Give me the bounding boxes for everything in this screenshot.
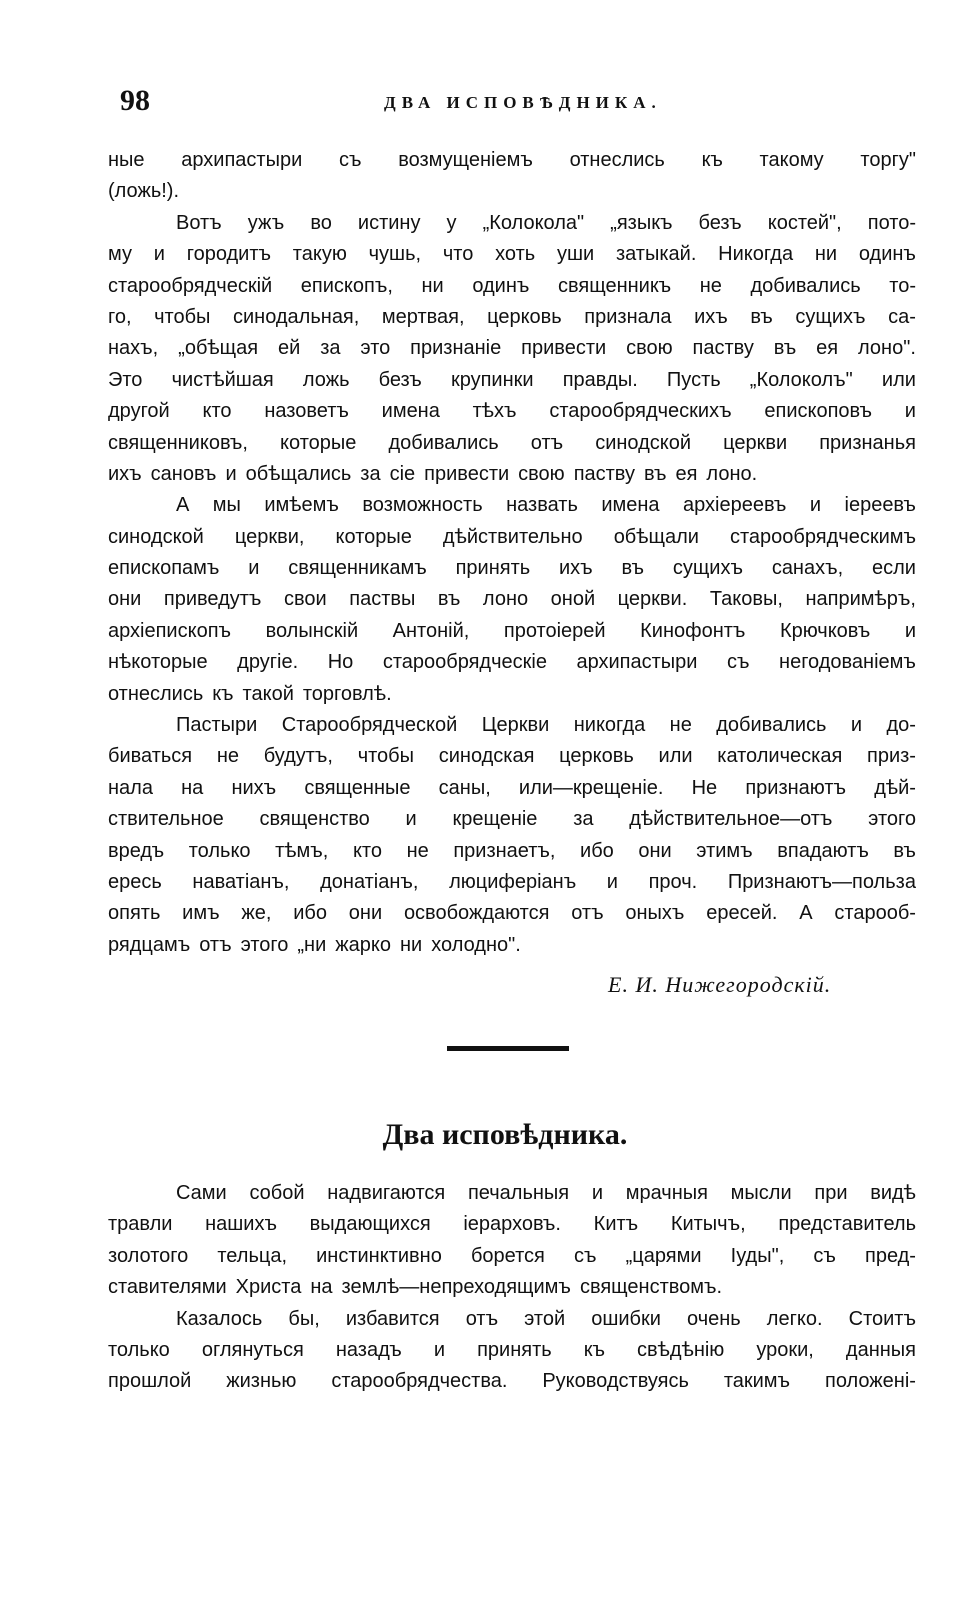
text-line: травли нашихъ выдающихся iерарховъ. Китъ Китычъ, представитель <box>108 1213 916 1236</box>
author-signature: Е. И. Нижегородскiй. <box>608 972 832 997</box>
text-line: го, чтобы синодальная, мертвая, церковь признала ихъ въ сущихъ са- <box>108 305 916 328</box>
text-line: нѣкоторые другiе. Но старообрядческiе архипастыри съ негодованiемъ <box>108 651 916 674</box>
article-body <box>108 145 916 961</box>
text-line: ересь наватiанъ, донатiанъ, люциферiанъ и проч. Признаютъ—польза <box>108 870 916 893</box>
page-number: 98 <box>120 84 150 117</box>
text-line: Вотъ ужъ во истину у „Колокола" „языкъ безъ костей", пото- <box>176 211 916 234</box>
text-line: ные архипастыри съ возмущенiемъ отнеслись къ такому торгу" <box>108 149 916 171</box>
text-line: отнеслись къ такой торговлѣ. <box>108 682 392 705</box>
text-line: ставителями Христа на землѣ—непреходящимъ священствомъ. <box>108 1276 723 1299</box>
text-line: архiепископъ волынскiй Антонiй, протоiерей Кинофонтъ Крючковъ и <box>108 619 916 642</box>
text-line: му и городитъ такую чушь, что хоть уши затыкай. Никогда ни одинъ <box>108 243 916 266</box>
text-line: Это чистѣйшая ложь безъ крупинки правды. Пусть „Колоколъ" или <box>108 368 916 391</box>
text-line: вредъ только тѣмъ, кто не признаетъ, ибо они этимъ впадаютъ въ <box>108 839 916 862</box>
text-line: нахъ, „обѣщая ей за это признанiе привести свою паству въ ея лоно". <box>108 337 916 360</box>
running-title: ДВА ИСПОВѢДНИКА. <box>384 93 662 112</box>
text-line: опять имъ же, ибо они освобождаются отъ оныхъ ересей. А старооб- <box>108 902 916 925</box>
text-line: синодской церкви, которые дѣйствительно обѣщали старообрядческимъ <box>108 525 916 548</box>
text-line: они приведутъ свои паствы въ лоно оной церкви. Таковы, напримѣръ, <box>108 588 916 611</box>
page-header <box>112 84 912 124</box>
text-line: Пастыри Старообрядческой Церкви никогда не добивались и до- <box>176 714 916 737</box>
text-line: А мы имѣемъ возможность назвать имена архiереевъ и iереевъ <box>176 494 916 517</box>
text-line: биваться не будутъ, чтобы синодская церковь или католическая приз- <box>108 745 916 768</box>
text-line: епископамъ и священникамъ принять ихъ въ сущихъ санахъ, если <box>108 557 916 580</box>
text-line: ихъ сановъ и обѣщались за сiе привести свою паству въ ея лоно. <box>108 462 758 485</box>
text-line: ствительное священство и крещенiе за дѣйствительное—отъ этого <box>108 808 916 831</box>
text-line: только оглянуться назадъ и принять къ свѣдѣнiю уроки, данныя <box>108 1338 916 1361</box>
text-line: рядцамъ отъ этого „ни жарко ни холодно". <box>108 933 521 956</box>
text-line: (ложь!). <box>108 180 180 203</box>
text-line: Сами собой надвигаются печальныя и мрачныя мысли при видѣ <box>176 1182 916 1204</box>
text-line: священниковъ, которые добивались отъ синодской церкви признанья <box>108 431 916 454</box>
text-line: другой кто назоветъ имена тѣхъ старообрядческихъ епископовъ и <box>108 400 916 423</box>
text-line: старообрядческiй епископъ, ни одинъ священникъ не добивались то- <box>108 274 916 297</box>
text-line: золотого тельца, инстинктивно борется съ „царями Iуды", съ пред- <box>108 1244 916 1267</box>
text-line: прошлой жизнью старообрядчества. Руководствуясь такимъ положенi- <box>108 1370 916 1393</box>
text-line: нала на нихъ священные саны, или—крещенiе. Не признаютъ дѣй- <box>108 776 916 799</box>
section-divider <box>447 1046 569 1051</box>
text-line: Казалось бы, избавится отъ этой ошибки очень легко. Стоитъ <box>176 1307 916 1330</box>
section-body <box>108 1178 916 1398</box>
section-title: Два исповѣдника. <box>382 1118 628 1151</box>
